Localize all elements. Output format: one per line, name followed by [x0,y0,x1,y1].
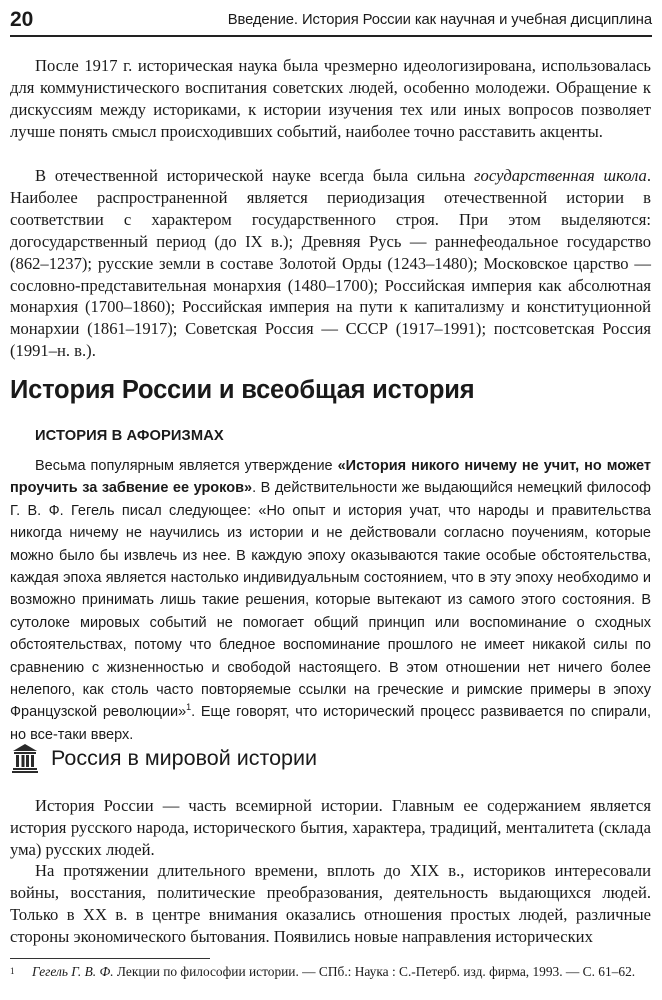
footnote-reference[interactable]: 1 [186,702,192,713]
footnote-number: 1 [10,966,15,976]
aphorism-text-start: Весьма популярным является утверждение [35,458,338,474]
footnote-rule [10,958,210,959]
paragraph-russia-world-history: История России — часть всемирной истории. Главным ее содержанием является история русского народа, исторического бытия, характера, традиций, менталитета (склада ума) русских людей. [10,796,651,859]
subsection-heading: ИСТОРИЯ В АФОРИЗМАХ [35,428,224,444]
aphorism-text-end: . Еще говорят, что исторический процесс развивается по спирали, но все-таки вверх. [10,704,652,743]
aphorism-text-mid: . В действительности же выдающийся немецкий философ Г. В. Ф. Гегель писал следующее: «Но опыт и история учат, что народы и правительства никогда ничему не научились из истории и не действовали согласно поучениям, которые можно было бы извлечь из нее. В каждую эпоху оказываются такие особые обстоятельства, каждая эпоха является настолько индивидуальным состоянием, что в эту эпоху необходимо и возможно принимать лишь такие решения, которые вытекают из самого этого состояния. В сутолоке мировых событий не помогает общий принцип или воспоминание о сходных обстоятельствах, потому что бледное воспоминание прошлого не имеет никакой силы по сравнению с жизненностью и свободой настоящего. В этом отношении нет ничего более нелепого, как столь часто повторяемые ссылки на греческие и римские примеры в эпоху Французской революции» [10,480,651,721]
aphorisms-paragraph [10,455,651,746]
paragraph-periodization [10,165,651,362]
header-rule [10,35,652,37]
paragraph-historians-interests: На протяжении длительного времени, вплоть до XIX в., историков интересовали войны, восстания, политические преобразования, деятельность выдающихся людей. Только в XX в. в центре внимания оказались отношения простых людей, различные стороны экономического бытования. Появились новые направления исторических [10,861,651,946]
footnote-author: Гегель Г. В. Ф. [32,964,114,979]
footnote [10,962,651,981]
p2-text-start: В отечественной исторической науке всегда была сильна [35,166,475,185]
p2-emphasis: государственная школа [474,166,647,185]
world-history-title: Россия в мировой истории [51,746,317,770]
section-heading: История России и всеобщая история [10,376,475,404]
museum-icon [12,743,38,773]
running-title: Введение. История России как научная и учебная дисциплина [227,12,652,28]
aphorism-quote: «История никого ничему не учит, но может проучить за забвение ее уроков» [10,458,651,497]
paragraph-soviet-historiography: После 1917 г. историческая наука была чрезмерно идеологизирована, использовалась для коммунистического воспитания советских людей, особенно молодежи. Обращение к дискуссиям между историками, к истории изучения тех или иных вопросов позволяет лучше понять смысл происходивших событий, наиболее точно расставить акценты. [10,56,651,141]
footnote-text: Лекции по философии истории. — СПб.: Наука : С.-Петерб. изд. фирма, 1993. — С. 61–62. [113,964,636,979]
page-number: 20 [10,8,34,31]
p2-text-rest: . Наиболее распространенной является периодизация отечественной истории в соответствии с характером государственного строя. При этом выделяются: догосударственный период (до IX в.); Древняя Русь — раннефеодальное государство (862–1237); русские земли в составе Золотой Орды (1243–1480); Московское царство — сословно-представительная монархия (1480–1700); Российская империя как абсолютная монархия (1700–1860); Российская империя на пути к капитализму и конституционной монархии (1861–1917); Советская Россия — СССР (1917–1991); постсоветская Россия (1991–н. в.). [10,166,651,361]
page-header [10,4,652,36]
